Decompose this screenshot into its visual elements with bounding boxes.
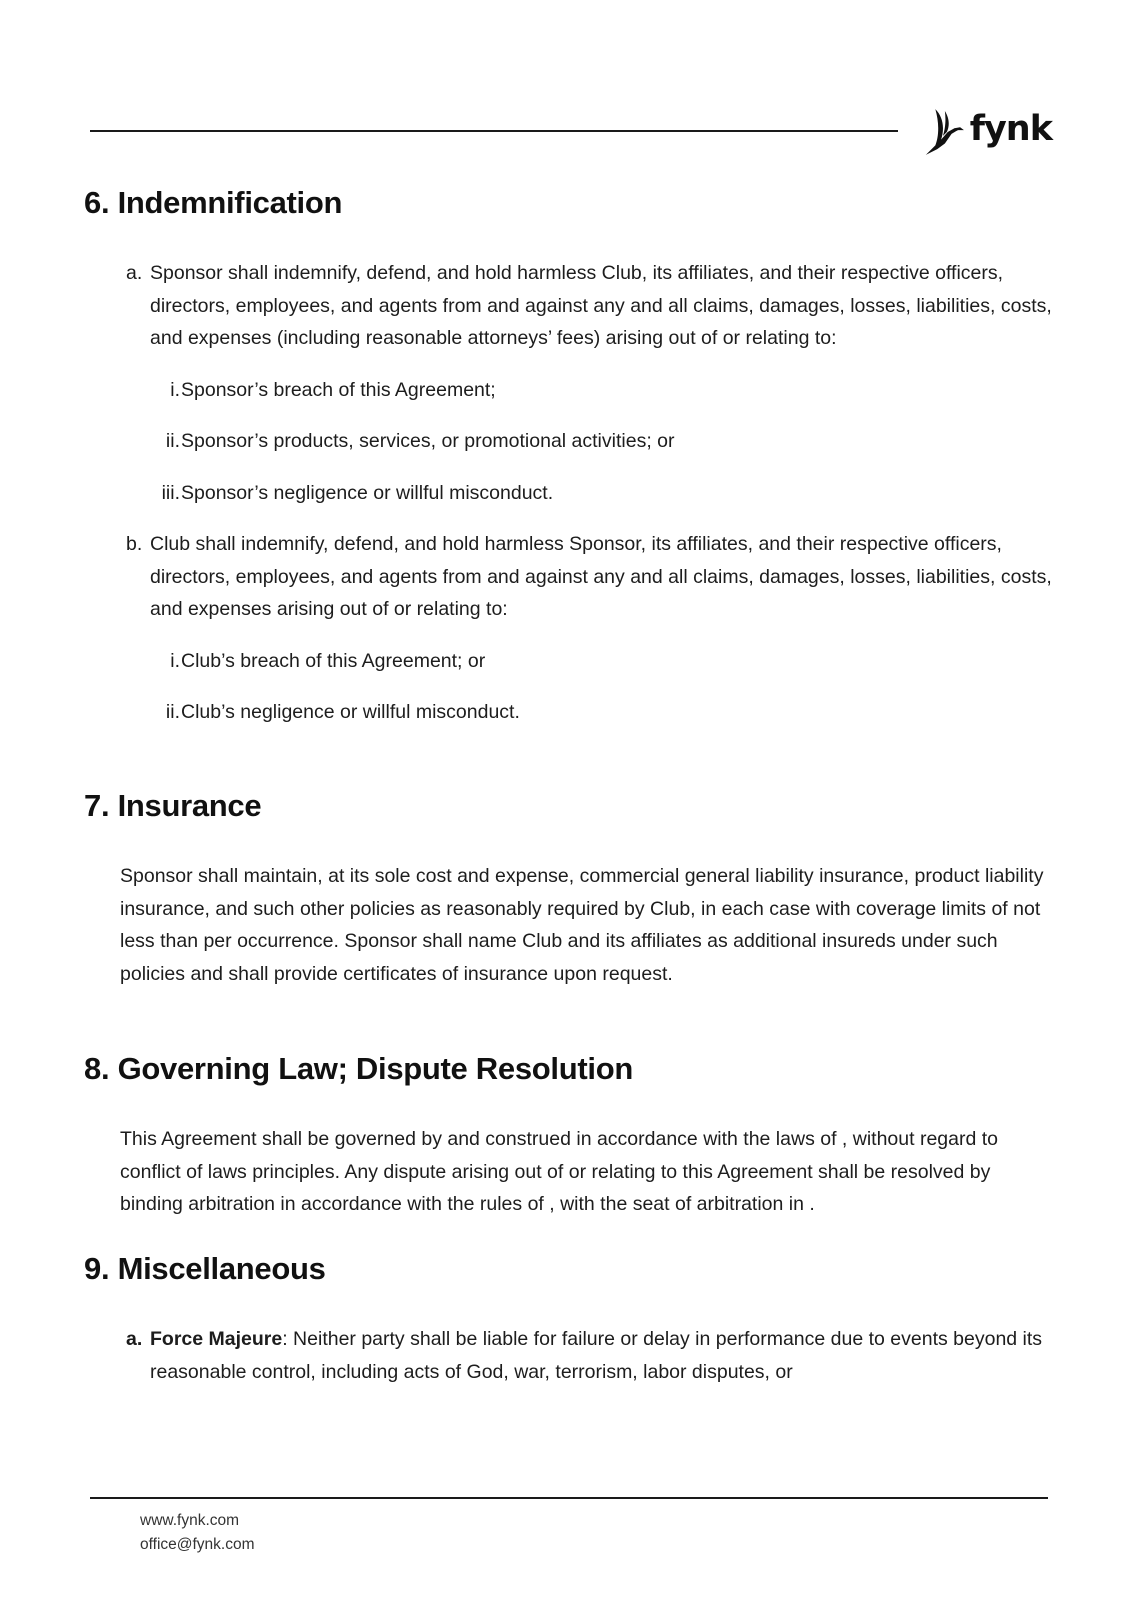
list-item	[84, 1323, 1054, 1388]
bird-icon	[922, 106, 968, 158]
clause-text: Club’s negligence or willful misconduct.	[181, 701, 520, 723]
section-title: 6. Indemnification	[84, 185, 343, 220]
section-miscellaneous	[84, 1246, 1054, 1388]
section-title: 9. Miscellaneous	[84, 1251, 326, 1286]
list-item	[84, 477, 1054, 510]
list-marker: i.	[170, 378, 180, 401]
section-insurance	[84, 783, 1054, 990]
clause-text: Sponsor’s breach of this Agreement;	[181, 378, 496, 401]
section-paragraph: Sponsor shall maintain, at its sole cost and expense, commercial general liability insurance, product liability insurance, and such other policies as reasonably required by Club, in each case with coverage limits of not less than per occurrence. Sponsor shall name Club and its affiliates as additional insureds under such policies and shall provide certificates of insurance upon request.	[120, 865, 1044, 985]
section-indemnification	[84, 180, 1054, 729]
list-marker: ii.	[165, 701, 180, 723]
section-title: 7. Insurance	[84, 788, 262, 823]
footer-website[interactable]: www.fynk.com	[140, 1512, 240, 1529]
list-marker: a.	[126, 1328, 143, 1350]
brand-name: fynk	[969, 109, 1052, 149]
clause-label: Force Majeure	[150, 1328, 283, 1350]
list-item	[84, 696, 1054, 729]
list-item	[84, 645, 1054, 678]
footer-email[interactable]: office@fynk.com	[140, 1536, 255, 1553]
list-item	[84, 374, 1054, 407]
list-marker: i.	[170, 649, 180, 672]
list-item	[84, 425, 1054, 458]
clause-text: Club shall indemnify, defend, and hold harmless Sponsor, its affiliates, and their respective officers, directors, employees, and agents from and against any and all claims, damages, losses, liabilities, costs, and expenses arising out of or relating to:	[150, 533, 1052, 620]
section-governing-law	[84, 1046, 1054, 1221]
fynk-logo	[922, 106, 1052, 158]
clause-text: Sponsor’s negligence or willful misconduct.	[181, 481, 554, 504]
clause-text: Club’s breach of this Agreement; or	[181, 649, 486, 672]
footer-divider	[90, 1497, 1048, 1499]
clause-text: Sponsor shall indemnify, defend, and hold harmless Club, its affiliates, and their respective officers, directors, employees, and agents from and against any and all claims, damages, losses, liabilities, costs, and expenses (including reasonable attorneys’ fees) arising out of or relating to:	[150, 262, 1052, 349]
footer	[140, 1509, 255, 1557]
header-divider	[90, 130, 898, 132]
list-marker: b.	[126, 533, 143, 555]
clause-text: : Neither party shall be liable for failure or delay in performance due to events beyond its reasonable control, including acts of God, war, terrorism, labor disputes, or	[150, 1328, 1043, 1383]
clause-text: Sponsor’s products, services, or promotional activities; or	[181, 430, 675, 452]
section-title: 8. Governing Law; Dispute Resolution	[84, 1051, 633, 1086]
list-marker: iii.	[161, 481, 180, 504]
list-marker: ii.	[165, 430, 180, 452]
list-item	[84, 257, 1054, 355]
section-paragraph: This Agreement shall be governed by and construed in accordance with the laws of , without regard to conflict of laws principles. Any dispute arising out of or relating to this Agreement shall be resolved by binding arbitration in accordance with the rules of , with the seat of arbitration in .	[120, 1128, 999, 1215]
list-item	[84, 528, 1054, 626]
list-marker: a.	[126, 262, 143, 284]
